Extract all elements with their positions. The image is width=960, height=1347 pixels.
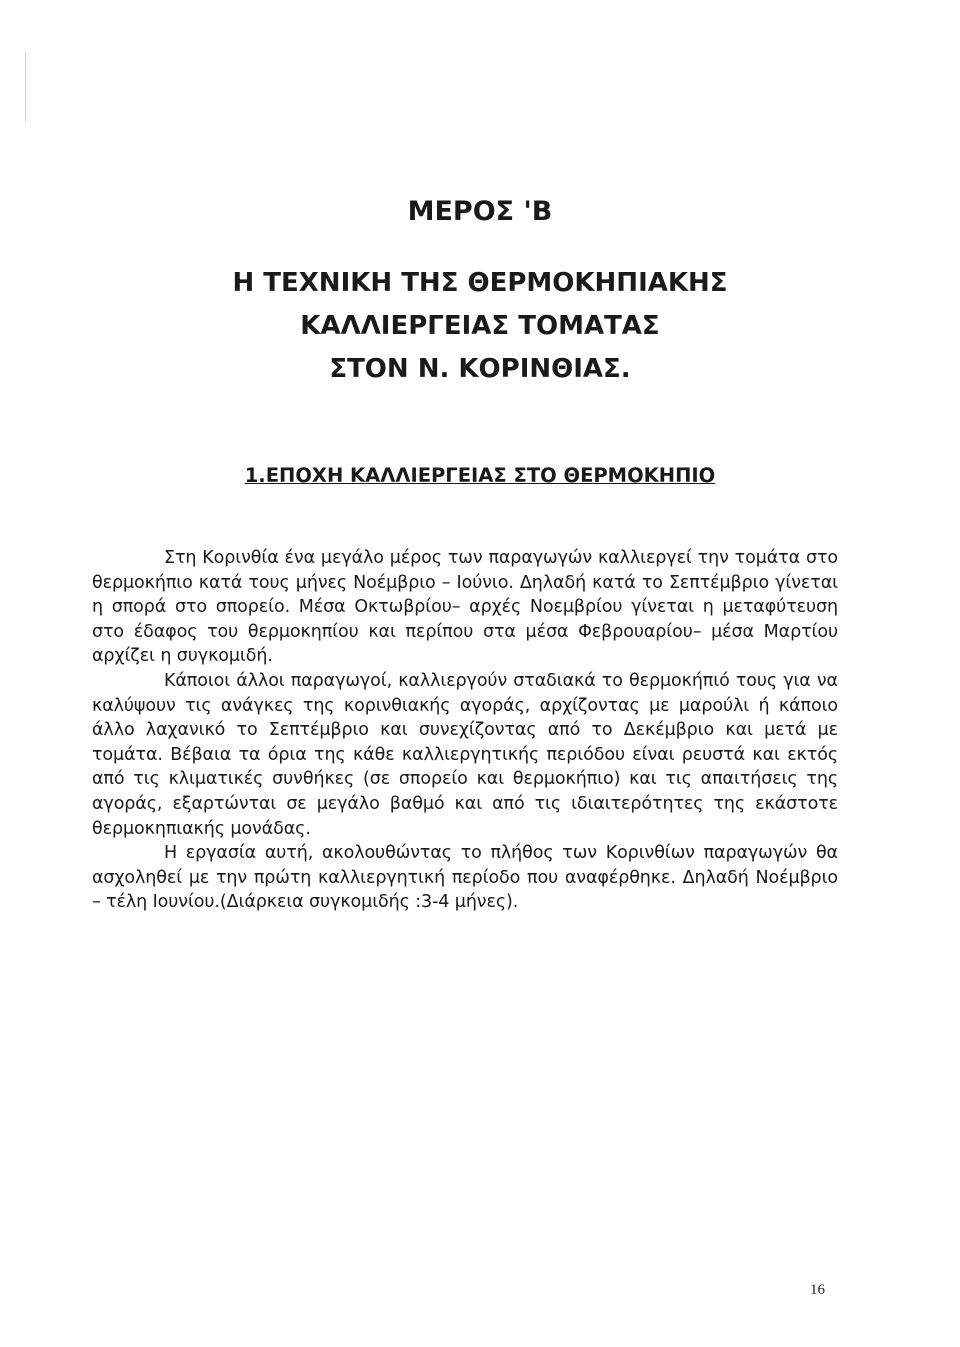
chapter-title <box>0 262 960 391</box>
paragraph-1: Στη Κορινθία ένα μεγάλο μέρος των παραγωγών καλλιεργεί την τομάτα στο θερμοκήπιο κατά τους μήνες Νοέμβριο – Ιούνιο. Δηλαδή κατά το Σεπτέμβριο γίνεται η σπορά στο σπορείο. Μέσα Οκτωβρίου– αρχές Νοεμβρίου γίνεται η μεταφύτευση στο έδαφος του θερμοκηπίου και περίπου στα μέσα Φεβρουαρίου– μέσα Μαρτίου αρχίζει η συγκομιδή. <box>92 548 838 667</box>
paragraph-2: Κάποιοι άλλοι παραγωγοί, καλλιεργούν σταδιακά το θερμοκήπιό τους για να καλύψουν τις ανάγκες της κορινθιακής αγοράς, αρχίζοντας με μαρούλι ή κάποιο άλλο λαχανικό το Σεπτέμβριο και συνεχίζοντας από το Δεκέμβριο και μετά με τομάτα. Βέβαια τα όρια της κάθε καλλιεργητικής περιόδου είναι ρευστά και εκτός από τις κλιματικές συνθήκες (σε σπορείο και θερμοκήπιο) και τις απαιτήσεις της αγοράς, εξαρτώνται σε μεγάλο βαθμό και από τις ιδιαιτερότητες της εκάστοτε θερμοκηπιακής μονάδας. <box>92 670 838 839</box>
chapter-title-line-3: ΣΤΟΝ Ν. ΚΟΡΙΝΘΙΑΣ. <box>329 354 631 384</box>
body-text <box>92 546 838 915</box>
chapter-title-line-2: ΚΑΛΛΙΕΡΓΕΙΑΣ ΤΟΜΑΤΑΣ <box>300 311 660 341</box>
chapter-title-line-1: Η ΤΕΧΝΙΚΗ ΤΗΣ ΘΕΡΜΟΚΗΠΙΑΚΗΣ <box>232 268 728 298</box>
scan-edge-line <box>25 52 26 122</box>
page-number: 16 <box>810 1282 825 1298</box>
part-label: ΜΕΡΟΣ 'Β <box>407 196 553 227</box>
section-heading: 1.ΕΠΟΧΗ ΚΑΛΛΙΕΡΓΕΙΑΣ ΣΤΟ ΘΕΡΜΟΚΗΠΙΟ <box>244 464 716 487</box>
paragraph-3: Η εργασία αυτή, ακολουθώντας το πλήθος των Κορινθίων παραγωγών θα ασχοληθεί με την πρώτη καλλιεργητική περίοδο που αναφέρθηκε. Δηλαδή Νοέμβριο – τέλη Ιουνίου.(Διάρκεια συγκομιδής :3-4 μήνες). <box>92 843 838 913</box>
